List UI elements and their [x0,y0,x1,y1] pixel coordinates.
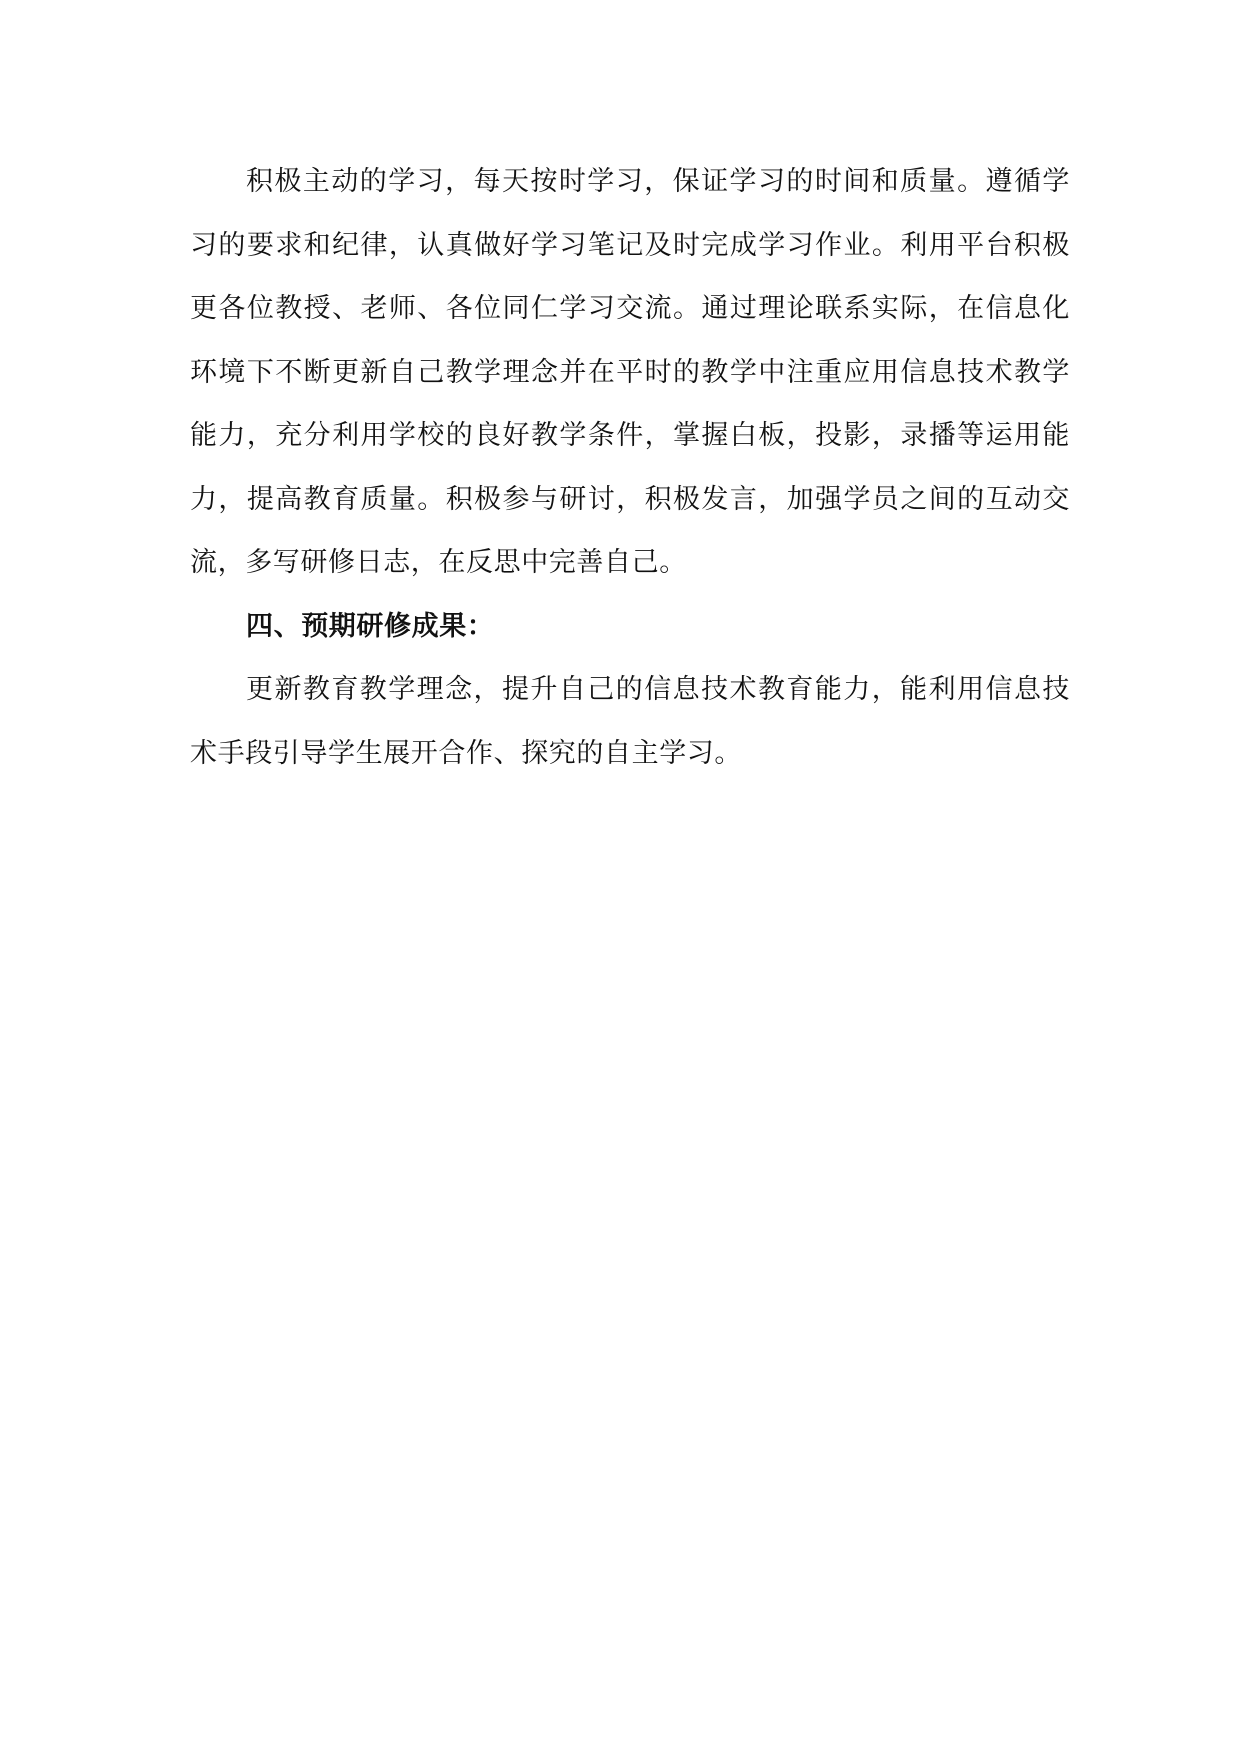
body-paragraph-study-approach: 积极主动的学习，每天按时学习，保证学习的时间和质量。遵循学习的要求和纪律，认真做好学习笔记及时完成学习作业。利用平台积极更各位教授、老师、各位同仁学习交流。通过理论联系实际，在信息化环境下不断更新自己教学理念并在平时的教学中注重应用信息技术教学能力，充分利用学校的良好教学条件，掌握白板，投影，录播等运用能力，提高教育质量。积极参与研讨，积极发言，加强学员之间的互动交流，多写研修日志，在反思中完善自己。 [190,166,1070,578]
section-heading-expected-outcomes: 四、预期研修成果： [246,610,495,642]
document-body [190,150,1070,785]
body-paragraph-expected-outcomes: 更新教育教学理念，提升自己的信息技术教育能力，能利用信息技术手段引导学生展开合作、探究的自主学习。 [190,674,1070,769]
